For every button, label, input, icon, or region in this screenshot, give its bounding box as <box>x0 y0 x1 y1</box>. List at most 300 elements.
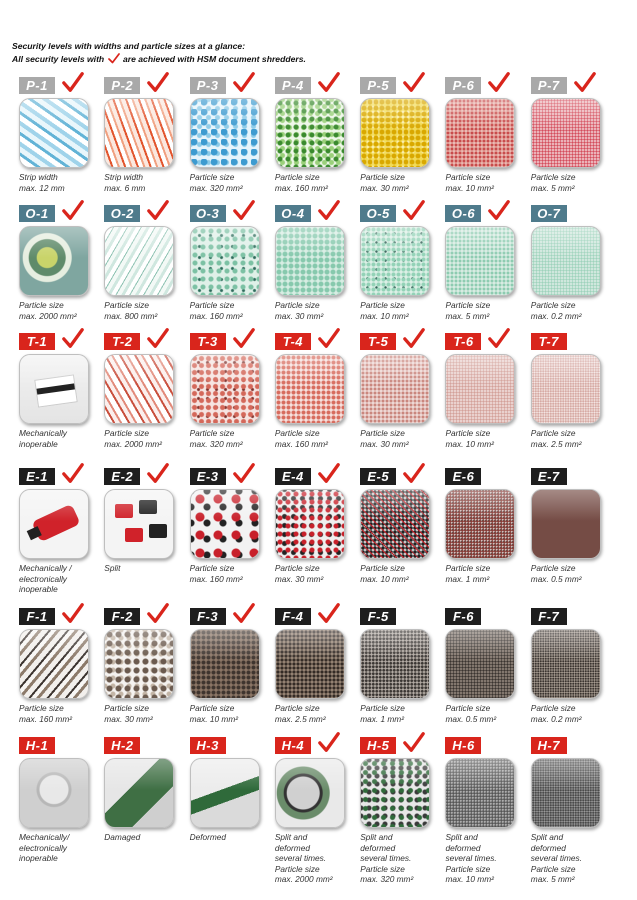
description-line: max. 320 mm² <box>189 438 243 449</box>
checkmark-icon <box>233 199 255 221</box>
description-line: deformed <box>360 842 396 853</box>
checkmark-icon <box>318 199 340 221</box>
checkmark-icon <box>233 462 255 484</box>
level-description <box>19 703 99 724</box>
level-label: F-5 <box>360 608 396 625</box>
level-label: H-2 <box>104 737 140 754</box>
description-line: max. 160 mm² <box>274 438 328 449</box>
description-line: Mechanically/ <box>19 832 70 842</box>
level-label: H-3 <box>190 737 226 754</box>
level-label: P-6 <box>445 77 481 94</box>
level-row-p <box>19 70 619 198</box>
level-cell-f-7 <box>531 601 616 730</box>
level-header <box>360 601 445 629</box>
level-label: E-1 <box>19 468 55 485</box>
shred-sample-image <box>360 489 430 559</box>
shred-sample-image <box>190 226 260 296</box>
shred-sample-image <box>445 489 515 559</box>
shred-sample-image <box>445 758 515 828</box>
description-line: Particle size <box>360 703 405 713</box>
level-header <box>190 198 275 226</box>
description-line: max. 12 mm <box>19 182 65 193</box>
level-cell-t-4 <box>275 326 360 461</box>
level-label: O-3 <box>190 205 226 222</box>
description-line: max. 160 mm² <box>19 713 73 724</box>
description-line: max. 2.5 mm² <box>274 713 326 724</box>
shred-sample-image <box>104 758 174 828</box>
level-row-e <box>19 461 619 601</box>
header-legend-after: are achieved with HSM document shredders. <box>122 54 306 64</box>
level-header <box>190 461 275 489</box>
level-description <box>445 563 525 584</box>
level-label: H-7 <box>531 737 567 754</box>
level-cell-e-7 <box>531 461 616 601</box>
description-line: max. 0.2 mm² <box>530 310 582 321</box>
description-line: Particle size <box>445 703 491 713</box>
checkmark-icon <box>318 462 340 484</box>
description-line: max. 0.5 mm² <box>445 713 497 724</box>
level-cell-t-1 <box>19 326 104 461</box>
shred-sample-image <box>19 354 89 424</box>
level-description <box>19 300 99 321</box>
level-cell-f-3 <box>190 601 275 730</box>
level-header <box>531 730 616 758</box>
checkmark-icon <box>147 199 169 221</box>
description-line: max. 10 mm² <box>445 182 494 193</box>
level-label: P-7 <box>531 77 567 94</box>
description-line: max. 2000 mm² <box>104 438 162 449</box>
level-cell-o-4 <box>275 198 360 326</box>
level-description <box>104 300 184 321</box>
level-description <box>531 832 611 885</box>
level-label: T-3 <box>190 333 226 350</box>
checkmark-icon <box>62 462 84 484</box>
description-line: Particle size <box>274 863 320 874</box>
description-line: Particle size <box>19 300 64 310</box>
level-description <box>104 172 184 193</box>
level-description <box>360 172 440 193</box>
description-line: Damaged <box>104 832 141 842</box>
shred-sample-image <box>275 354 345 424</box>
checkmark-icon <box>574 71 596 93</box>
level-header <box>275 730 360 758</box>
level-label: T-6 <box>445 333 481 350</box>
level-description <box>104 703 184 724</box>
level-description <box>190 563 270 584</box>
level-cell-e-2 <box>104 461 189 601</box>
level-cell-f-1 <box>19 601 104 730</box>
description-line: Particle size <box>189 563 235 573</box>
level-label: E-2 <box>104 468 140 485</box>
checkmark-icon <box>403 327 425 349</box>
checkmark-icon <box>318 602 340 624</box>
level-description <box>531 300 611 321</box>
level-description <box>275 832 355 885</box>
shred-sample-image <box>190 354 260 424</box>
description-line: Particle size <box>189 428 235 438</box>
level-row-f <box>19 601 619 730</box>
description-line: max. 5 mm² <box>445 310 490 321</box>
description-line: Particle size <box>360 563 405 573</box>
description-line: max. 2.5 mm² <box>530 438 582 449</box>
level-cell-p-2 <box>104 70 189 198</box>
description-line: Particle size <box>530 172 576 182</box>
level-cell-t-2 <box>104 326 189 461</box>
level-cell-o-2 <box>104 198 189 326</box>
shred-sample-image <box>275 758 345 828</box>
checkmark-icon <box>488 199 510 221</box>
shred-sample-image <box>360 354 430 424</box>
card-image <box>34 374 78 407</box>
level-description <box>531 172 611 193</box>
level-description <box>104 563 184 574</box>
level-description <box>275 428 355 449</box>
level-header <box>104 601 189 629</box>
level-cell-p-6 <box>445 70 530 198</box>
level-header <box>445 326 530 354</box>
level-cell-e-6 <box>445 461 530 601</box>
level-description <box>190 172 270 193</box>
level-cell-e-5 <box>360 461 445 601</box>
level-label: F-3 <box>190 608 226 625</box>
description-line: max. 10 mm² <box>189 713 238 724</box>
description-line: max. 30 mm² <box>360 182 409 193</box>
level-row-o <box>19 198 619 326</box>
shred-sample-image <box>275 98 345 168</box>
shred-sample-image <box>19 629 89 699</box>
shred-sample-image <box>531 629 601 699</box>
description-line: electronically <box>19 842 67 853</box>
shred-sample-image <box>531 354 601 424</box>
level-header <box>275 70 360 98</box>
checkmark-icon <box>488 71 510 93</box>
shred-sample-image <box>360 629 430 699</box>
level-header <box>445 198 530 226</box>
level-description <box>445 832 525 885</box>
level-label: O-7 <box>531 205 567 222</box>
description-line: deformed <box>445 842 481 853</box>
description-line: Particle size <box>530 563 576 573</box>
level-header <box>104 326 189 354</box>
description-line: max. 320 mm² <box>189 182 243 193</box>
description-line: max. 1 mm² <box>445 573 490 584</box>
description-line: max. 30 mm² <box>274 573 324 584</box>
shred-sample-image <box>445 354 515 424</box>
level-label: T-2 <box>104 333 140 350</box>
level-cell-f-4 <box>275 601 360 730</box>
level-description <box>190 832 270 843</box>
level-header <box>19 198 104 226</box>
description-line: max. 5 mm² <box>530 874 575 884</box>
description-line: Particle size <box>189 703 235 713</box>
shred-sample-image <box>19 98 89 168</box>
description-line: Particle size <box>104 300 150 310</box>
level-description <box>190 703 270 724</box>
level-cell-t-6 <box>445 326 530 461</box>
level-cell-o-7 <box>531 198 616 326</box>
level-description <box>104 832 184 843</box>
description-line: Particle size <box>530 703 576 713</box>
description-line: max. 160 mm² <box>189 310 243 321</box>
level-cell-t-7 <box>531 326 616 461</box>
split-piece <box>139 500 157 514</box>
level-description <box>360 832 440 885</box>
level-cell-p-4 <box>275 70 360 198</box>
level-description <box>19 428 99 449</box>
description-line: Split and <box>360 832 393 842</box>
shred-sample-image <box>19 489 89 559</box>
description-line: max. 0.5 mm² <box>530 573 582 584</box>
level-description <box>360 703 440 724</box>
level-label: P-2 <box>104 77 140 94</box>
level-cell-o-1 <box>19 198 104 326</box>
description-line: Split <box>104 563 121 573</box>
level-label: O-4 <box>275 205 311 222</box>
description-line: Particle size <box>104 703 150 713</box>
level-label: H-4 <box>275 737 311 754</box>
description-line: Deformed <box>189 832 227 842</box>
level-header <box>360 198 445 226</box>
checkmark-icon <box>403 199 425 221</box>
description-line: max. 10 mm² <box>360 310 409 321</box>
level-row-t <box>19 326 619 461</box>
level-header <box>190 601 275 629</box>
level-label: F-7 <box>531 608 567 625</box>
checkmark-icon <box>233 327 255 349</box>
description-line: Particle size <box>445 863 491 874</box>
description-line: Particle size <box>530 863 576 874</box>
description-line: inoperable <box>19 584 58 594</box>
description-line: Particle size <box>445 428 491 438</box>
level-label: T-7 <box>531 333 567 350</box>
shred-sample-image <box>104 489 174 559</box>
checkmark-icon <box>62 71 84 93</box>
shred-sample-image <box>360 98 430 168</box>
split-piece <box>149 524 167 538</box>
level-description <box>275 563 355 584</box>
level-header <box>275 601 360 629</box>
description-line: Split and <box>530 832 564 842</box>
description-line: max. 30 mm² <box>360 438 409 449</box>
shred-sample-image <box>531 758 601 828</box>
shred-sample-image <box>104 354 174 424</box>
level-cell-h-4 <box>274 730 360 884</box>
level-description <box>445 172 525 193</box>
description-line: max. 5 mm² <box>530 182 575 193</box>
description-line: Split and <box>445 832 478 842</box>
description-line: max. 6 mm <box>104 182 146 193</box>
level-description <box>190 300 270 321</box>
shred-sample-image <box>190 489 260 559</box>
shred-sample-image <box>531 98 601 168</box>
level-label: H-5 <box>360 737 396 754</box>
level-cell-f-5 <box>360 601 445 730</box>
level-cell-p-7 <box>531 70 616 198</box>
level-cell-h-2 <box>104 730 189 880</box>
level-header <box>531 326 616 354</box>
shred-sample-image <box>445 226 515 296</box>
description-line: deformed <box>530 842 566 853</box>
checkmark-icon <box>403 71 425 93</box>
level-header <box>275 326 360 354</box>
description-line: Particle size <box>274 172 320 182</box>
description-line: Particle size <box>274 300 320 310</box>
description-line: max. 0.2 mm² <box>530 713 582 724</box>
description-line: Particle size <box>530 300 576 310</box>
level-header <box>190 70 275 98</box>
level-header <box>445 601 530 629</box>
level-cell-e-4 <box>275 461 360 601</box>
level-label: O-6 <box>445 205 481 222</box>
split-piece <box>125 528 143 542</box>
level-label: F-6 <box>445 608 481 625</box>
description-line: several times. <box>360 853 412 863</box>
level-cell-o-5 <box>360 198 445 326</box>
shred-sample-image <box>190 98 260 168</box>
level-header <box>360 730 445 758</box>
shred-sample-image <box>19 226 89 296</box>
description-line: Particle size <box>445 563 491 573</box>
description-line: max. 1 mm² <box>360 713 404 724</box>
description-line: Strip width <box>19 172 58 182</box>
description-line: deformed <box>274 842 310 853</box>
level-description <box>360 428 440 449</box>
level-description <box>190 428 270 449</box>
level-cell-p-1 <box>19 70 104 198</box>
level-header <box>360 326 445 354</box>
description-line: Particle size <box>274 428 320 438</box>
description-line: Particle size <box>360 428 405 438</box>
level-label: O-1 <box>19 205 55 222</box>
description-line: max. 320 mm² <box>360 874 414 884</box>
header-title: Security levels with widths and particle sizes at a glance: <box>12 41 246 51</box>
level-cell-o-3 <box>190 198 275 326</box>
level-label: E-5 <box>360 468 396 485</box>
level-label: P-5 <box>360 77 396 94</box>
checkmark-icon <box>403 731 425 753</box>
level-label: H-1 <box>19 737 55 754</box>
level-header <box>445 461 530 489</box>
level-header <box>445 730 530 758</box>
level-description <box>19 172 99 193</box>
level-header <box>275 461 360 489</box>
shred-sample-image <box>104 98 174 168</box>
shred-sample-image <box>531 489 601 559</box>
level-header <box>19 326 104 354</box>
level-cell-h-1 <box>19 730 104 880</box>
level-label: T-1 <box>19 333 55 350</box>
level-description <box>19 832 99 864</box>
level-description <box>275 172 355 193</box>
checkmark-icon <box>233 71 255 93</box>
description-line: Mechanically / <box>19 563 72 573</box>
split-piece <box>115 504 133 518</box>
description-line: max. 160 mm² <box>274 182 328 193</box>
level-header <box>19 70 104 98</box>
description-line: several times. <box>274 853 327 863</box>
level-cell-o-6 <box>445 198 530 326</box>
shred-sample-image <box>445 629 515 699</box>
level-header <box>445 70 530 98</box>
level-header <box>104 198 189 226</box>
level-description <box>531 703 611 724</box>
level-description <box>275 300 355 321</box>
description-line: Strip width <box>104 172 144 182</box>
description-line: Particle size <box>445 300 491 310</box>
level-cell-p-3 <box>190 70 275 198</box>
level-header <box>531 601 616 629</box>
usb-stick-image <box>31 504 80 543</box>
description-line: several times. <box>445 853 497 863</box>
level-header <box>360 70 445 98</box>
description-line: max. 30 mm² <box>274 310 324 321</box>
description-line: inoperable <box>19 853 58 863</box>
level-description <box>445 703 525 724</box>
level-row-h <box>19 730 619 884</box>
level-label: P-1 <box>19 77 55 94</box>
level-header <box>104 70 189 98</box>
level-label: F-4 <box>275 608 311 625</box>
level-label: P-4 <box>275 77 311 94</box>
checkmark-icon <box>488 327 510 349</box>
description-line: Particle size <box>189 300 235 310</box>
description-line: max. 10 mm² <box>445 438 494 449</box>
level-description <box>104 428 184 449</box>
level-cell-h-5 <box>360 730 445 884</box>
shred-sample-image <box>275 226 345 296</box>
security-levels-grid <box>19 70 619 884</box>
level-description <box>360 563 440 584</box>
level-header <box>190 326 275 354</box>
level-label: T-5 <box>360 333 396 350</box>
checkmark-icon <box>108 53 120 64</box>
description-line: Particle size <box>274 563 320 573</box>
checkmark-icon <box>318 731 340 753</box>
level-cell-e-3 <box>190 461 275 601</box>
description-line: Particle size <box>360 172 405 182</box>
level-header <box>360 461 445 489</box>
level-label: E-7 <box>531 468 567 485</box>
description-line: electronically <box>19 573 67 584</box>
shred-sample-image <box>19 758 89 828</box>
level-cell-f-2 <box>104 601 189 730</box>
level-header <box>190 730 275 758</box>
header-legend <box>12 53 622 66</box>
level-cell-t-3 <box>190 326 275 461</box>
level-header <box>531 461 616 489</box>
level-description <box>19 563 99 595</box>
level-label: O-5 <box>360 205 396 222</box>
header-legend-before: All security levels with <box>12 54 105 64</box>
shred-sample-image <box>104 226 174 296</box>
page-header <box>12 40 622 66</box>
level-label: F-1 <box>19 608 55 625</box>
shred-sample-image <box>445 98 515 168</box>
level-header <box>531 70 616 98</box>
level-description <box>275 703 355 724</box>
shred-sample-image <box>360 758 430 828</box>
level-label: F-2 <box>104 608 140 625</box>
level-cell-e-1 <box>19 461 104 601</box>
shred-sample-image <box>190 629 260 699</box>
description-line: Mechanically <box>19 428 67 438</box>
description-line: Split and <box>274 832 308 842</box>
description-line: inoperable <box>19 438 58 449</box>
level-header <box>275 198 360 226</box>
shred-sample-image <box>275 489 345 559</box>
level-header <box>19 730 104 758</box>
shred-sample-image <box>104 629 174 699</box>
